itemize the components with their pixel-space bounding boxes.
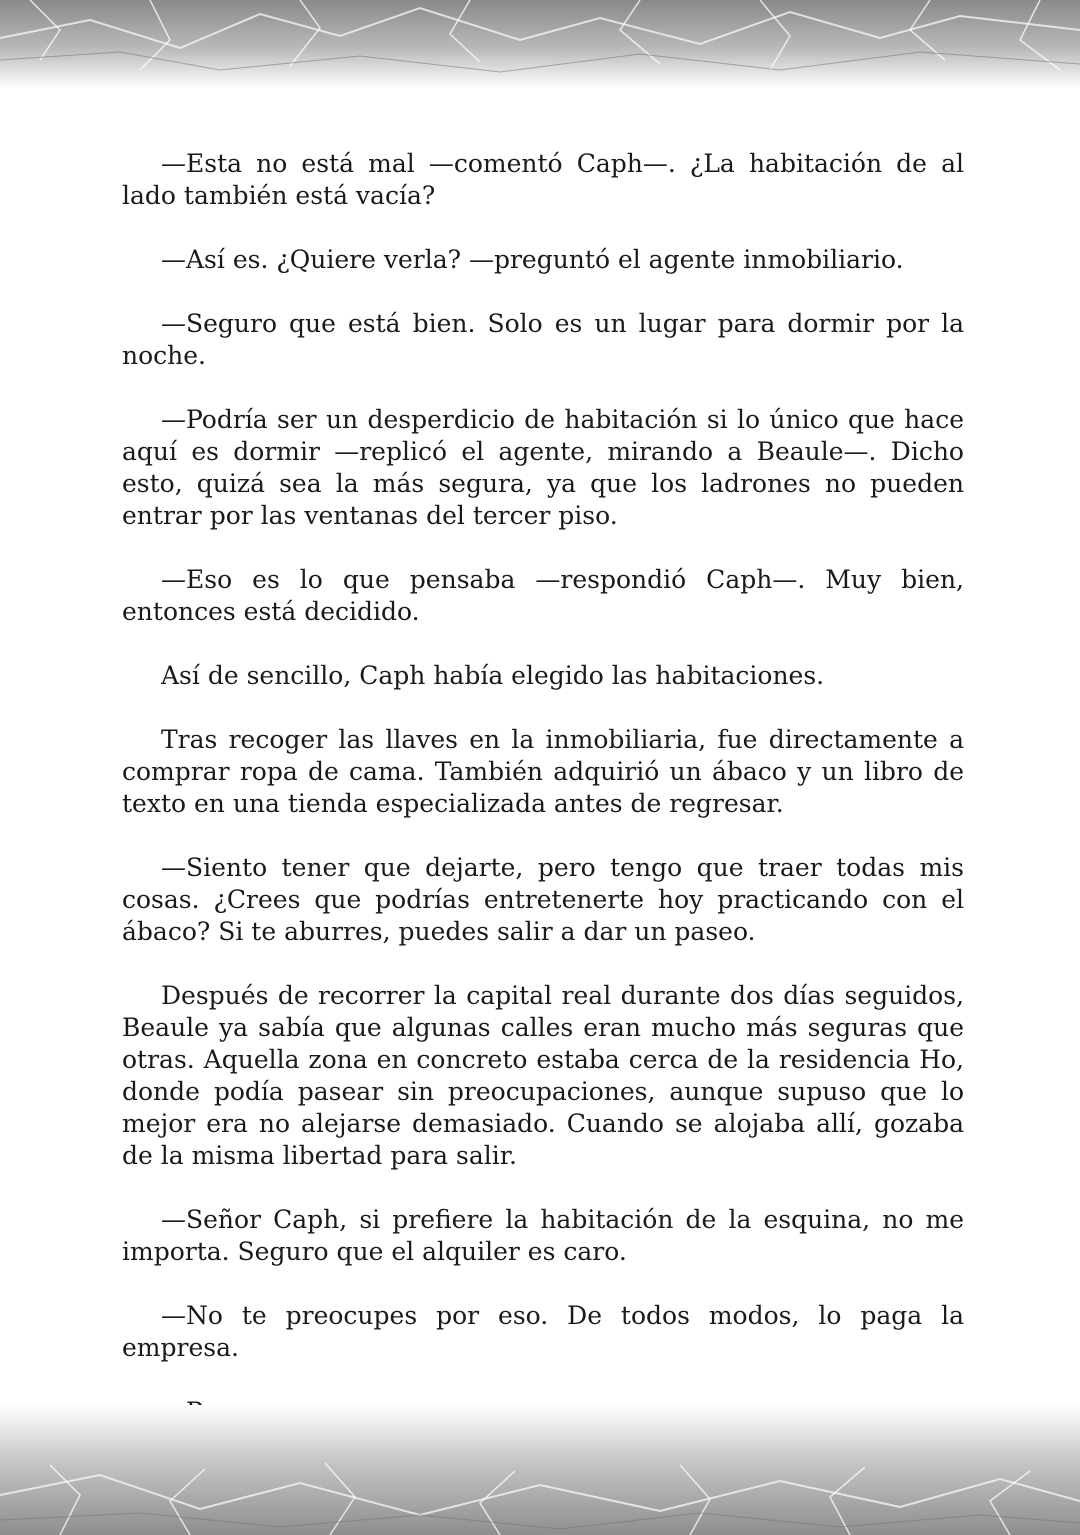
- paragraph: —Eso es lo que pensaba —respondió Caph—. Muy bien, entonces está decidido.: [122, 565, 964, 626]
- paragraph: Después de recorrer la capital real durante dos días seguidos, Beaule ya sabía que algunas calles eran mucho más seguras que otras. Aquella zona en concreto estaba cerca de la residencia Ho, donde podía pasear sin preocupaciones, aunque supuso que lo mejor era no alejarse demasiado. Cuando se alojaba allí, gozaba de la misma libertad para salir.: [122, 981, 964, 1170]
- paragraph: —Podría ser un desperdicio de habitación si lo único que hace aquí es dormir —replicó el agente, mirando a Beaule—. Dicho esto, quizá sea la más segura, ya que los ladrones no pueden entrar por las ventanas del tercer piso.: [122, 405, 964, 530]
- paragraph: —Señor Caph, si prefiere la habitación de la esquina, no me importa. Seguro que el alquiler es caro.: [122, 1205, 964, 1266]
- marble-texture-bottom: [0, 1405, 1080, 1535]
- marble-header-decoration: [0, 0, 1080, 88]
- paragraph: Tras recoger las llaves en la inmobiliaria, fue directamente a comprar ropa de cama. También adquirió un ábaco y un libro de texto en una tienda especializada antes de regresar.: [122, 725, 964, 818]
- paragraph: —Siento tener que dejarte, pero tengo que traer todas mis cosas. ¿Crees que podrías entretenerte hoy practicando con el ábaco? Si te aburres, puedes salir a dar un paseo.: [122, 853, 964, 946]
- marble-footer-decoration: [0, 1405, 1080, 1535]
- marble-texture-top: [0, 0, 1080, 88]
- page-body: [122, 148, 964, 1492]
- paragraph: —Esta no está mal —comentó Caph—. ¿La habitación de al lado también está vacía?: [122, 149, 964, 210]
- paragraph: Así de sencillo, Caph había elegido las habitaciones.: [161, 661, 825, 690]
- paragraph: —Seguro que está bien. Solo es un lugar para dormir por la noche.: [122, 309, 964, 370]
- paragraph: —Así es. ¿Quiere verla? —preguntó el agente inmobiliario.: [161, 245, 904, 274]
- paragraph: —No te preocupes por eso. De todos modos, lo paga la empresa.: [122, 1301, 964, 1362]
